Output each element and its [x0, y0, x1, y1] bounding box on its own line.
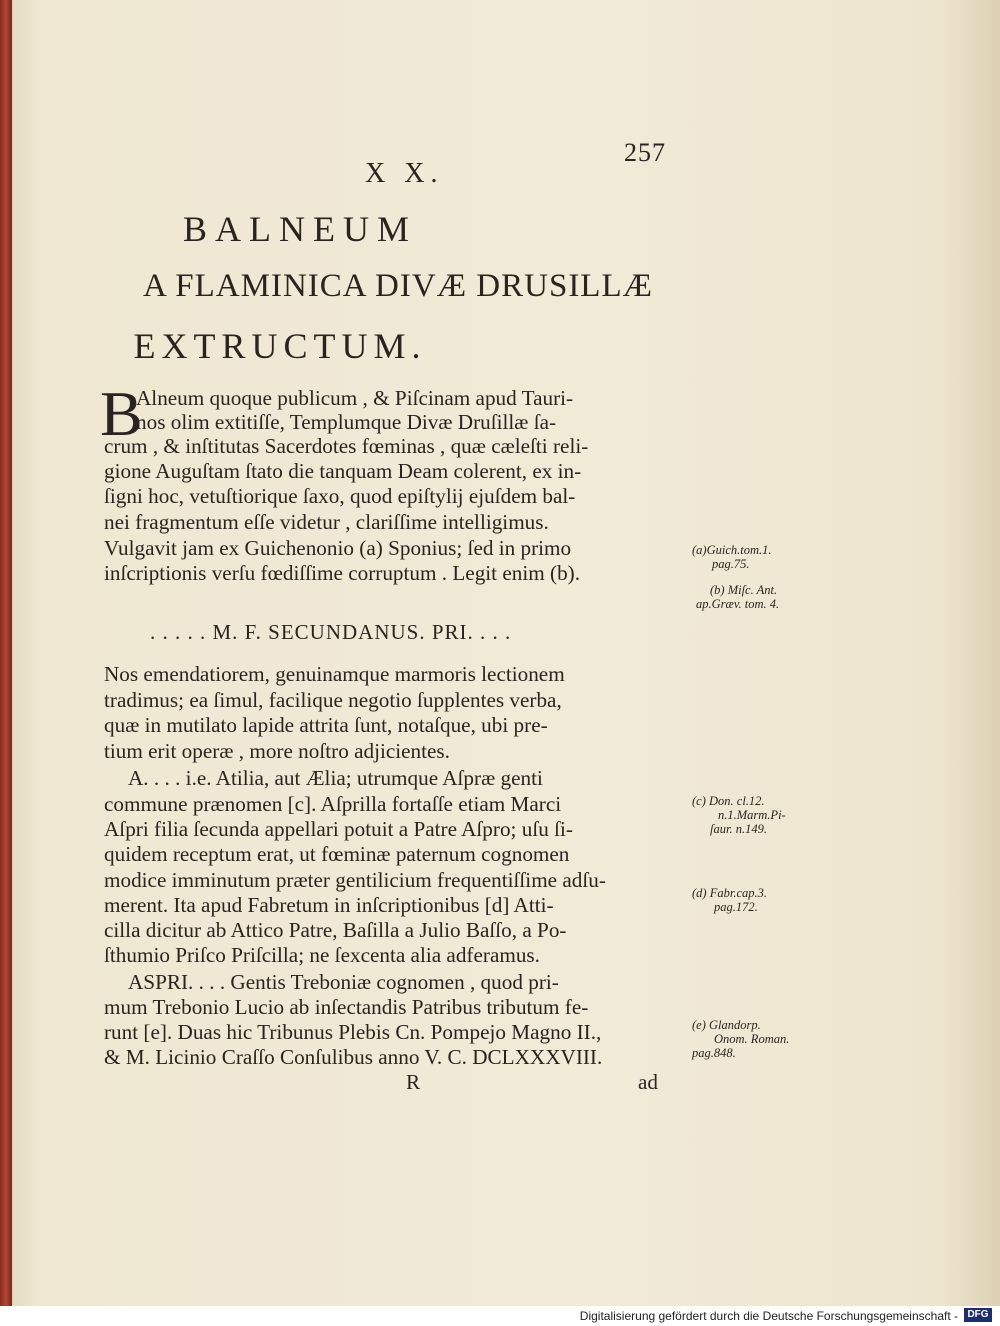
- text-line: ſigni hoc, vetuſtiorique ſaxo, quod epiſtylij ejuſdem bal-: [104, 484, 576, 508]
- text-line: cilla dicitur ab Attico Patre, Baſilla a Julio Baſſo, a Po-: [104, 918, 567, 942]
- note-line: pag.848.: [692, 1046, 736, 1060]
- marginal-note-d: [692, 886, 767, 914]
- text-line: inſcriptionis verſu fœdiſſime corruptum . Legit enim (b).: [104, 561, 581, 585]
- text-line: nos olim extitiſſe, Templumque Divæ Druſillæ ſa-: [136, 410, 557, 434]
- text-line: Vulgavit jam ex Guichenonio (a) Sponius; ſed in primo: [104, 536, 572, 560]
- text-line: nei fragmentum eſſe videtur , clariſſime intelligimus.: [104, 510, 549, 534]
- note-line: (c) Don. cl.12.: [692, 794, 765, 808]
- title-line-1: BALNEUM: [183, 209, 417, 249]
- note-line: pag.75.: [712, 557, 750, 571]
- note-line: ap.Græv. tom. 4.: [696, 597, 780, 611]
- text-line: crum , & inſtitutas Sacerdotes fœminas , quæ cæleſti reli-: [104, 434, 589, 458]
- text-line: ſthumio Priſco Priſcilla; ne ſexcenta alia adferamus.: [104, 943, 540, 967]
- catchword: ad: [638, 1070, 658, 1094]
- marginal-note-c: [692, 794, 786, 836]
- dfg-logo-icon[interactable]: DFG: [964, 1308, 992, 1322]
- text-line: tium erit operæ , more noſtro adjicientes.: [104, 739, 450, 763]
- text-line: mum Trebonio Lucio ab inſectandis Patribus tributum fe-: [104, 995, 589, 1019]
- book-spine-edge: [0, 0, 12, 1306]
- text-line: commune prænomen [c]. Aſprilla fortaſſe etiam Marci: [104, 792, 562, 816]
- title-line-3: EXTRUCTUM.: [133, 326, 427, 366]
- footer-credit: Digitalisierung gefördert durch die Deutsche Forschungsgemeinschaft -: [579, 1309, 958, 1323]
- text-line: A. . . . i.e. Atilia, aut Ælia; utrumque Aſpræ genti: [128, 766, 543, 790]
- marginal-note-b: [696, 583, 779, 611]
- marginal-note-e: [692, 1018, 789, 1060]
- note-line: Onom. Roman.: [714, 1032, 790, 1046]
- text-line: modice imminutum præter gentilicium frequentiſſime adſu-: [104, 868, 606, 892]
- text-line: gione Auguſtam ſtato die tanquam Deam colerent, ex in-: [104, 459, 582, 483]
- text-line: quæ in mutilato lapide attrita ſunt, notaſque, ubi pre-: [104, 713, 548, 737]
- note-line: pag.172.: [714, 900, 758, 914]
- note-line: (a)Guich.tom.1.: [692, 543, 772, 557]
- marginal-note-a: [692, 543, 772, 571]
- note-line: ſaur. n.149.: [710, 822, 767, 836]
- text-line: ASPRI. . . . Gentis Treboniæ cognomen , quod pri-: [128, 970, 559, 994]
- note-line: (d) Fabr.cap.3.: [692, 886, 767, 900]
- text-line: & M. Licinio Craſſo Conſulibus anno V. C. DCLXXXVIII.: [104, 1045, 603, 1069]
- text-line: quidem receptum erat, ut fœminæ paternum cognomen: [104, 842, 570, 866]
- text-line: runt [e]. Duas hic Tribunus Plebis Cn. Pompejo Magno II.,: [104, 1020, 602, 1044]
- signature-mark: R: [406, 1070, 421, 1094]
- text-line: Aſpri filia ſecunda appellari potuit a Patre Aſpro; uſu ſi-: [104, 817, 573, 841]
- section-number: X X.: [365, 158, 444, 189]
- inscription-line: . . . . . M. F. SECUNDANUS. PRI. . . .: [150, 620, 512, 644]
- text-line: tradimus; ea ſimul, facilique negotio ſupplentes verba,: [104, 688, 562, 712]
- page-number: 257: [624, 138, 666, 167]
- text-line: merent. Ita apud Fabretum in inſcriptionibus [d] Atti-: [104, 893, 554, 917]
- title-line-2: A FLAMINICA DIVÆ DRUSILLÆ: [143, 268, 653, 304]
- note-line: (b) Miſc. Ant.: [710, 583, 778, 597]
- text-line: Alneum quoque publicum , & Piſcinam apud Tauri-: [136, 386, 574, 410]
- note-line: (e) Glandorp.: [692, 1018, 761, 1032]
- text-line: Nos emendatiorem, genuinamque marmoris lectionem: [104, 662, 565, 686]
- note-line: n.1.Marm.Pi-: [718, 808, 786, 822]
- drop-cap: B: [100, 378, 143, 449]
